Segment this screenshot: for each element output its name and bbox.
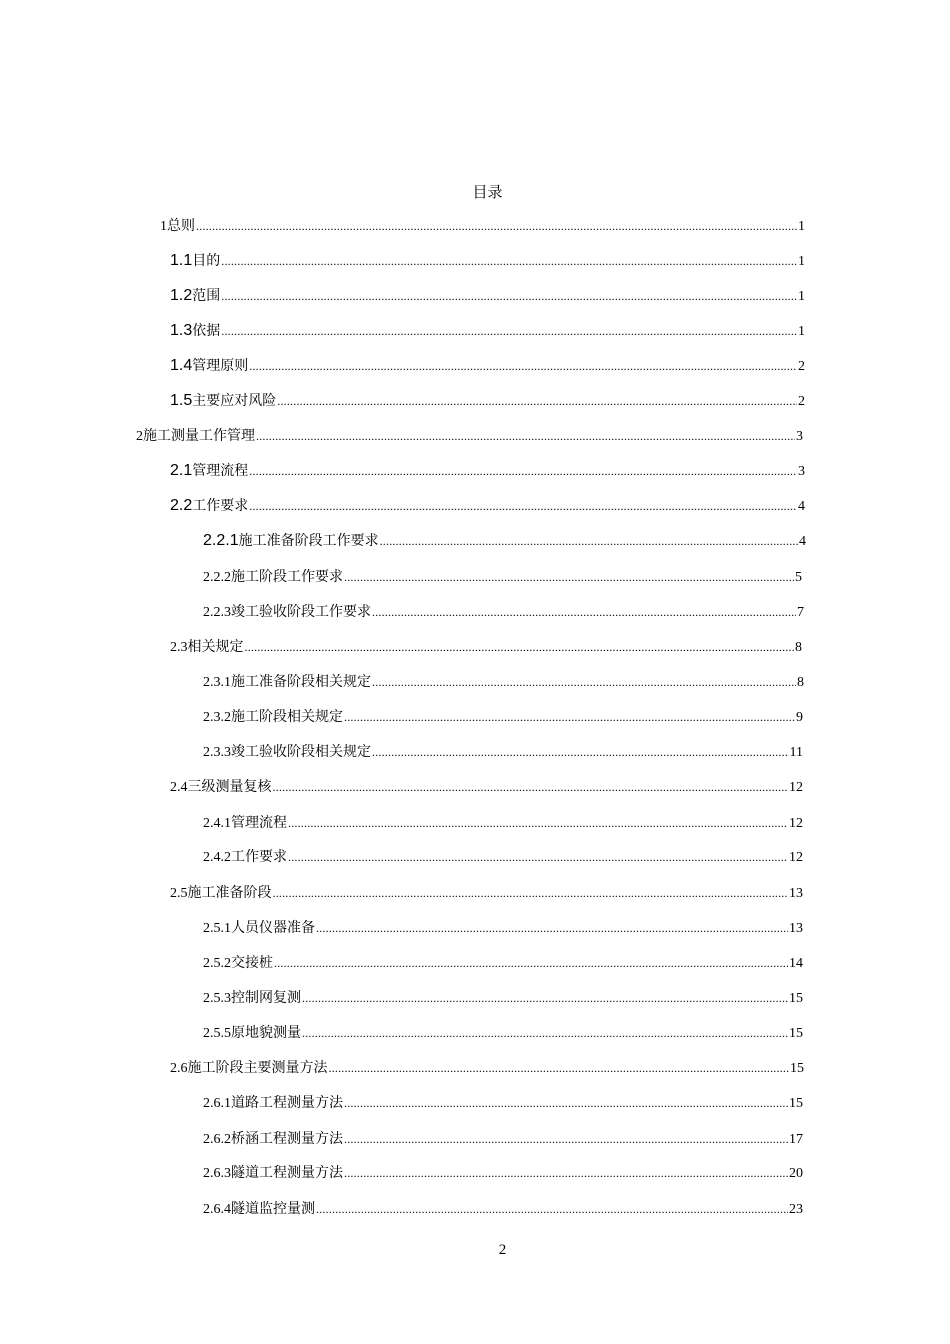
toc-dot-leader — [288, 846, 788, 868]
toc-entry[interactable] — [203, 530, 806, 552]
toc-dot-leader — [273, 776, 789, 798]
toc-entry-page: 9 — [796, 710, 803, 725]
toc-entry-label: 三级测量复核 — [187, 779, 272, 795]
toc-dot-leader — [344, 1162, 788, 1184]
toc-entry[interactable] — [203, 987, 803, 1009]
toc-entry-label: 目的 — [192, 253, 221, 269]
toc-entry-page: 13 — [789, 886, 803, 901]
toc-entry[interactable] — [170, 355, 805, 377]
toc-entry-page: 15 — [790, 1061, 804, 1076]
toc-entry-label: 施工阶段相关规定 — [231, 709, 343, 725]
toc-entry-page: 1 — [798, 219, 805, 234]
toc-dot-leader — [372, 741, 789, 763]
toc-entry-page: 3 — [796, 429, 803, 444]
toc-entry-number: 2.4.2 — [203, 850, 231, 865]
toc-entry-number: 2.5.1 — [203, 921, 231, 936]
toc-entry-label: 竣工验收阶段工作要求 — [231, 604, 371, 620]
toc-entry-page: 13 — [789, 921, 803, 936]
toc-entry-page: 1 — [798, 289, 805, 304]
toc-entry-number: 1.3 — [170, 322, 193, 339]
toc-dot-leader — [274, 952, 788, 974]
toc-entry[interactable] — [203, 812, 803, 834]
toc-entry-label: 原地貌测量 — [231, 1025, 301, 1041]
toc-entry-number: 2.4.1 — [203, 816, 231, 831]
toc-entry-page: 4 — [798, 499, 805, 514]
toc-entry[interactable] — [203, 706, 803, 728]
toc-entry-number: 2.3.1 — [203, 675, 231, 690]
toc-entry-label: 主要应对风险 — [192, 393, 277, 409]
toc-entry-page: 15 — [789, 1096, 803, 1111]
toc-entry-label: 桥涵工程测量方法 — [231, 1131, 343, 1147]
toc-dot-leader — [273, 882, 789, 904]
toc-entry-page: 20 — [789, 1166, 803, 1181]
toc-entry-page: 12 — [789, 780, 803, 795]
toc-entry-page: 17 — [789, 1132, 803, 1147]
toc-entry-page: 7 — [797, 605, 804, 620]
toc-entry-number: 2.2.1 — [203, 532, 239, 549]
toc-entry[interactable] — [203, 846, 803, 868]
toc-entry[interactable] — [203, 601, 804, 623]
toc-dot-leader — [344, 1092, 788, 1114]
toc-entry-label: 人员仪器准备 — [231, 920, 315, 936]
toc-entry-number: 2 — [136, 429, 143, 444]
toc-entry-page: 15 — [789, 991, 803, 1006]
toc-entry-number: 2.2 — [170, 497, 193, 514]
toc-entry-label: 施工阶段工作要求 — [231, 569, 343, 585]
toc-entry[interactable] — [160, 215, 805, 237]
toc-entry-label: 道路工程测量方法 — [231, 1095, 343, 1111]
toc-entry-number: 1.4 — [170, 357, 193, 374]
toc-entry-label: 管理原则 — [192, 358, 249, 374]
toc-entry-label: 依据 — [192, 323, 221, 339]
page-number: 2 — [498, 1242, 507, 1258]
toc-entry-number: 2.6.3 — [203, 1166, 231, 1181]
toc-entry-number: 1 — [160, 219, 167, 234]
toc-entry-label: 相关规定 — [187, 639, 244, 655]
toc-entry-number: 2.3.2 — [203, 710, 231, 725]
toc-entry-label: 施工准备阶段相关规定 — [231, 674, 371, 690]
toc-entry[interactable] — [203, 1162, 803, 1184]
toc-entry-label: 施工准备阶段 — [187, 885, 272, 901]
toc-entry[interactable] — [170, 882, 803, 904]
toc-entry[interactable] — [170, 1057, 804, 1079]
toc-dot-leader — [245, 636, 795, 658]
toc-dot-leader — [221, 285, 797, 307]
toc-entry-page: 8 — [797, 675, 804, 690]
toc-entry-label: 竣工验收阶段相关规定 — [231, 744, 371, 760]
toc-entry-label: 工作要求 — [231, 849, 287, 865]
toc-dot-leader — [344, 1128, 788, 1150]
toc-entry[interactable] — [136, 425, 803, 447]
toc-entry-number: 2.6.4 — [203, 1202, 231, 1217]
toc-entry-label: 施工测量工作管理 — [143, 428, 255, 444]
toc-entry-number: 2.5.2 — [203, 956, 231, 971]
toc-entry-number: 1.2 — [170, 287, 193, 304]
toc-dot-leader — [249, 355, 797, 377]
toc-entry[interactable] — [203, 566, 802, 588]
toc-entry-label: 管理流程 — [192, 463, 249, 479]
toc-entry[interactable] — [170, 390, 805, 412]
toc-entry-number: 2.1 — [170, 462, 193, 479]
toc-entry[interactable] — [170, 460, 805, 482]
toc-entry-number: 2.5.5 — [203, 1026, 231, 1041]
toc-dot-leader — [221, 320, 797, 342]
toc-entry-label: 交接桩 — [231, 955, 273, 971]
toc-entry-label: 总则 — [167, 218, 195, 234]
toc-dot-leader — [316, 917, 788, 939]
toc-entry-label: 隧道监控量测 — [231, 1201, 315, 1217]
toc-entry-page: 12 — [789, 816, 803, 831]
toc-entry[interactable] — [203, 1198, 803, 1220]
toc-entry[interactable] — [203, 952, 803, 974]
toc-entry[interactable] — [203, 1128, 803, 1150]
toc-entry-label: 施工准备阶段工作要求 — [238, 533, 379, 549]
toc-entry-label: 施工阶段主要测量方法 — [187, 1060, 328, 1076]
toc-dot-leader — [196, 215, 797, 237]
toc-entry-page: 8 — [795, 640, 802, 655]
toc-entry-page: 14 — [789, 956, 803, 971]
toc-entry[interactable] — [170, 495, 805, 517]
toc-entry-label: 控制网复测 — [231, 990, 301, 1006]
toc-dot-leader — [302, 1022, 788, 1044]
toc-entry-number: 1.5 — [170, 392, 193, 409]
toc-entry-number: 2.4 — [170, 780, 188, 795]
toc-entry-page: 2 — [798, 394, 805, 409]
toc-entry-number: 2.6.1 — [203, 1096, 231, 1111]
toc-dot-leader — [256, 425, 795, 447]
toc-entry[interactable] — [203, 917, 803, 939]
toc-dot-leader — [277, 390, 797, 412]
toc-entry[interactable] — [170, 285, 805, 307]
toc-entry-page: 12 — [789, 850, 803, 865]
toc-entry-number: 2.6.2 — [203, 1132, 231, 1147]
toc-entry[interactable] — [170, 320, 805, 342]
toc-dot-leader — [249, 495, 797, 517]
toc-dot-leader — [329, 1057, 790, 1079]
toc-entry[interactable] — [203, 671, 804, 693]
toc-title: 目录 — [472, 183, 503, 201]
toc-entry[interactable] — [203, 741, 803, 763]
toc-entry-page: 5 — [795, 570, 802, 585]
toc-entry[interactable] — [170, 776, 803, 798]
toc-entry[interactable] — [170, 250, 805, 272]
toc-entry-number: 2.6 — [170, 1061, 188, 1076]
toc-entry-number: 2.5 — [170, 886, 188, 901]
toc-dot-leader — [249, 460, 797, 482]
toc-dot-leader — [380, 530, 798, 552]
toc-dot-leader — [288, 812, 788, 834]
toc-dot-leader — [316, 1198, 788, 1220]
toc-entry-number: 2.3.3 — [203, 745, 231, 760]
toc-entry-label: 范围 — [192, 288, 221, 304]
toc-entry-page: 2 — [798, 359, 805, 374]
toc-entry-page: 3 — [798, 464, 805, 479]
toc-entry[interactable] — [170, 636, 802, 658]
toc-dot-leader — [221, 250, 797, 272]
toc-dot-leader — [372, 601, 796, 623]
toc-dot-leader — [372, 671, 796, 693]
toc-dot-leader — [302, 987, 788, 1009]
toc-entry[interactable] — [203, 1022, 803, 1044]
toc-entry-label: 隧道工程测量方法 — [231, 1165, 343, 1181]
toc-dot-leader — [344, 566, 794, 588]
toc-entry-number: 2.2.3 — [203, 605, 231, 620]
toc-dot-leader — [344, 706, 795, 728]
toc-entry-page: 23 — [789, 1202, 803, 1217]
toc-entry-number: 2.2.2 — [203, 570, 231, 585]
toc-entry-label: 管理流程 — [231, 815, 287, 831]
toc-entry-page: 11 — [789, 745, 803, 760]
toc-entry-number: 1.1 — [170, 252, 193, 269]
toc-entry-page: 1 — [798, 254, 805, 269]
toc-entry[interactable] — [203, 1092, 803, 1114]
toc-entry-number: 2.5.3 — [203, 991, 231, 1006]
toc-entry-page: 15 — [789, 1026, 803, 1041]
toc-entry-label: 工作要求 — [192, 498, 249, 514]
toc-entry-number: 2.3 — [170, 640, 188, 655]
toc-entry-page: 4 — [799, 534, 806, 549]
toc-entry-page: 1 — [798, 324, 805, 339]
